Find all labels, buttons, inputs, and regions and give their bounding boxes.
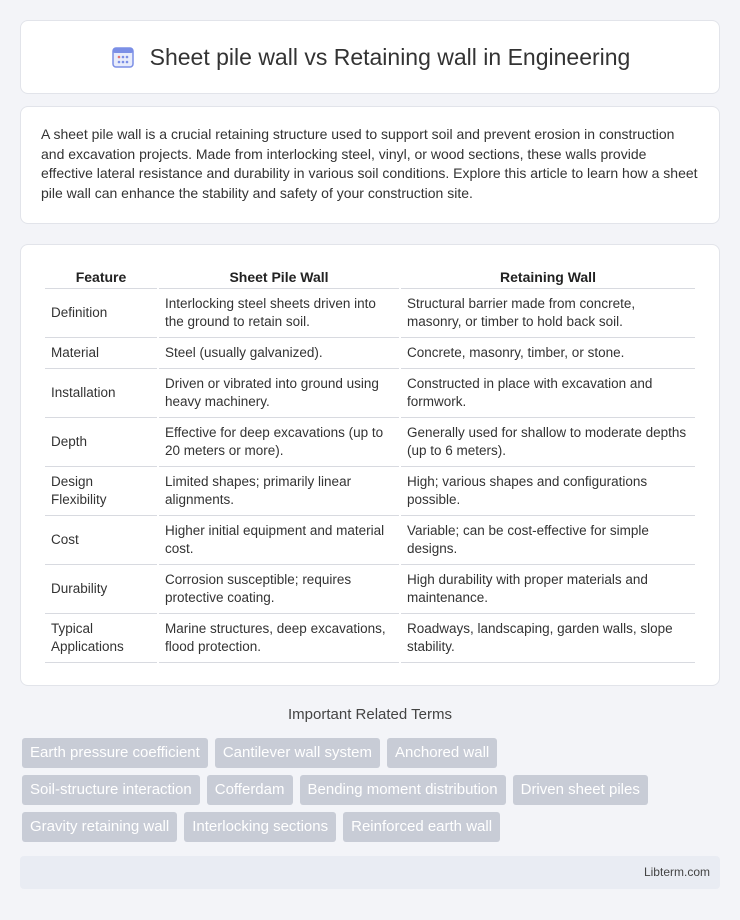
column-header-feature: Feature [45, 265, 157, 289]
term-row [22, 738, 722, 768]
feature-cell: Definition [45, 289, 157, 338]
footer [20, 856, 720, 889]
table-row [45, 565, 695, 614]
sheet-pile-cell: Higher initial equipment and material cost. [159, 516, 399, 565]
term-tag[interactable]: Reinforced earth wall [343, 812, 500, 842]
table-row [45, 289, 695, 338]
calendar-icon [110, 44, 136, 70]
feature-cell: Material [45, 338, 157, 369]
term-tag[interactable]: Bending moment distribution [300, 775, 506, 805]
retaining-cell: Concrete, masonry, timber, or stone. [401, 338, 695, 369]
intro-text: A sheet pile wall is a crucial retaining structure used to support soil and prevent erosion in construction and excavation projects. Made from interlocking steel, vinyl, or wood sections, these walls provide effective lateral resistance and durability in various soil conditions. Explore this article to learn how a sheet pile wall can enhance the stability and safety of your construction site. [41, 126, 698, 201]
term-tag[interactable]: Anchored wall [387, 738, 497, 768]
footer-site-link[interactable]: Libterm.com [643, 865, 710, 879]
retaining-cell: Structural barrier made from concrete, masonry, or timber to hold back soil. [401, 289, 695, 338]
sheet-pile-cell: Steel (usually galvanized). [159, 338, 399, 369]
table-row [45, 467, 695, 516]
table-row [45, 418, 695, 467]
term-tag[interactable]: Driven sheet piles [513, 775, 648, 805]
term-tag[interactable]: Cofferdam [207, 775, 293, 805]
feature-cell: Depth [45, 418, 157, 467]
comparison-table [43, 265, 697, 663]
term-tag[interactable]: Soil-structure interaction [22, 775, 200, 805]
retaining-cell: Constructed in place with excavation and formwork. [401, 369, 695, 418]
retaining-cell: High; various shapes and configurations possible. [401, 467, 695, 516]
table-row [45, 614, 695, 663]
term-row [22, 775, 722, 805]
table-row [45, 338, 695, 369]
related-terms-heading: Important Related Terms [288, 706, 452, 723]
retaining-cell: Generally used for shallow to moderate depths (up to 6 meters). [401, 418, 695, 467]
sheet-pile-cell: Corrosion susceptible; requires protective coating. [159, 565, 399, 614]
retaining-cell: High durability with proper materials and maintenance. [401, 565, 695, 614]
retaining-cell: Variable; can be cost-effective for simple designs. [401, 516, 695, 565]
term-tag[interactable]: Gravity retaining wall [22, 812, 177, 842]
sheet-pile-cell: Limited shapes; primarily linear alignments. [159, 467, 399, 516]
term-row [22, 812, 722, 842]
related-terms [22, 738, 722, 849]
comparison-table-card [20, 244, 720, 686]
table-header-row [45, 265, 695, 289]
feature-cell: Typical Applications [45, 614, 157, 663]
feature-cell: Design Flexibility [45, 467, 157, 516]
feature-cell: Cost [45, 516, 157, 565]
retaining-cell: Roadways, landscaping, garden walls, slope stability. [401, 614, 695, 663]
sheet-pile-cell: Driven or vibrated into ground using heavy machinery. [159, 369, 399, 418]
sheet-pile-cell: Effective for deep excavations (up to 20 meters or more). [159, 418, 399, 467]
column-header-sheet-pile: Sheet Pile Wall [159, 265, 399, 289]
term-tag[interactable]: Earth pressure coefficient [22, 738, 208, 768]
table-row [45, 369, 695, 418]
sheet-pile-cell: Interlocking steel sheets driven into the ground to retain soil. [159, 289, 399, 338]
intro-card [20, 106, 720, 224]
page-title: Sheet pile wall vs Retaining wall in Engineering [149, 43, 631, 70]
title-card [20, 20, 720, 94]
feature-cell: Installation [45, 369, 157, 418]
term-tag[interactable]: Cantilever wall system [215, 738, 380, 768]
feature-cell: Durability [45, 565, 157, 614]
sheet-pile-cell: Marine structures, deep excavations, flood protection. [159, 614, 399, 663]
column-header-retaining: Retaining Wall [401, 265, 695, 289]
term-tag[interactable]: Interlocking sections [184, 812, 336, 842]
table-row [45, 516, 695, 565]
